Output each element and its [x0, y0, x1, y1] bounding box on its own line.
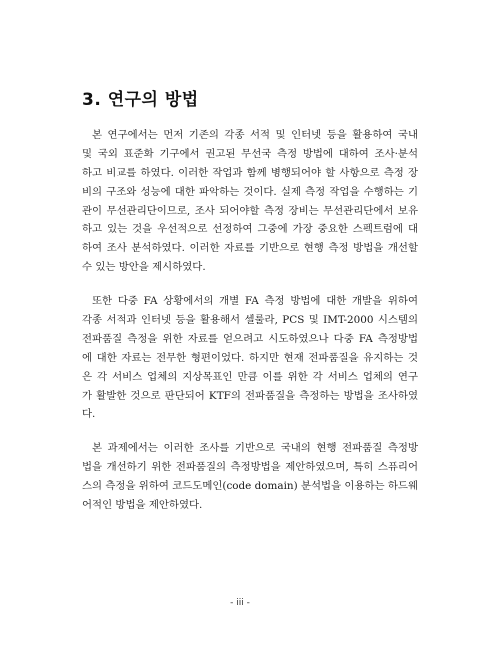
paragraph-line: 관이 무선관리단이므로, 조사 되어야할 측정 장비는 무선관리단에서 보유: [82, 204, 418, 217]
paragraph-line: 은 각 서비스 업체의 지상목표인 만큼 이를 위한 각 서비스 업체의 연구: [82, 370, 418, 383]
paragraph-2: [82, 292, 418, 424]
paragraph-3: [82, 439, 418, 515]
paragraph-line: 하고 있는 것을 우선적으로 선정하여 그중에 가장 중요한 스펙트럼에 대: [82, 223, 418, 236]
paragraph-line: 하여 조사 분석하였다. 이러한 자료를 기반으로 현행 측정 방법을 개선할: [82, 242, 418, 255]
paragraph-line: 전파품질 측정을 위한 자료를 얻으려고 시도하였으나 다중 FA 측정방법: [82, 332, 418, 345]
paragraph-line: 스의 측정을 위하여 코드도메인(code domain) 분석법을 이용하는 하드웨: [82, 480, 418, 493]
paragraph-line: 수 있는 방안을 제시하였다.: [82, 261, 206, 274]
paragraph-line: 다.: [82, 408, 96, 421]
body-text: [82, 126, 418, 530]
paragraph-line: 에 대한 자료는 전무한 형편이었다. 하지만 현재 전파품질을 유지하는 것: [82, 351, 418, 364]
paragraph-line: 가 활발한 것으로 판단되어 KTF의 전파품질을 측정하는 방법을 조사하였: [82, 389, 418, 402]
paragraph-line: 법을 개선하기 위한 전파품질의 측정방법을 제안하였으며, 특히 스퓨리어: [82, 461, 418, 474]
paragraph-line: 비의 구조와 성능에 대한 파악하는 것이다. 실제 측정 작업을 수행하는 기: [82, 185, 418, 198]
paragraph-line: 또한 다중 FA 상황에서의 개별 FA 측정 방법에 대한 개발을 위하여: [92, 295, 418, 308]
paragraph-line: 본 과제에서는 이러한 조사를 기반으로 국내의 현행 전파품질 측정방: [92, 442, 418, 455]
paragraph-1: [82, 126, 418, 277]
section-heading: 3. 연구의 방법: [82, 90, 199, 110]
paragraph-line: 및 국외 표준화 기구에서 권고된 무선국 측정 방법에 대하여 조사·분석: [82, 147, 418, 160]
page-number: - iii -: [230, 598, 250, 608]
paragraph-line: 각종 서적과 인터넷 등을 활용해서 셀룰라, PCS 및 IMT-2000 시스템의: [82, 314, 418, 327]
paragraph-line: 어적인 방법을 제안하였다.: [82, 499, 203, 512]
paragraph-line: 하고 비교를 하였다. 이러한 작업과 함께 병행되어야 할 사항으로 측정 장: [82, 166, 418, 179]
paragraph-line: 본 연구에서는 먼저 기존의 각종 서적 및 인터넷 등을 활용하여 국내: [92, 129, 418, 141]
